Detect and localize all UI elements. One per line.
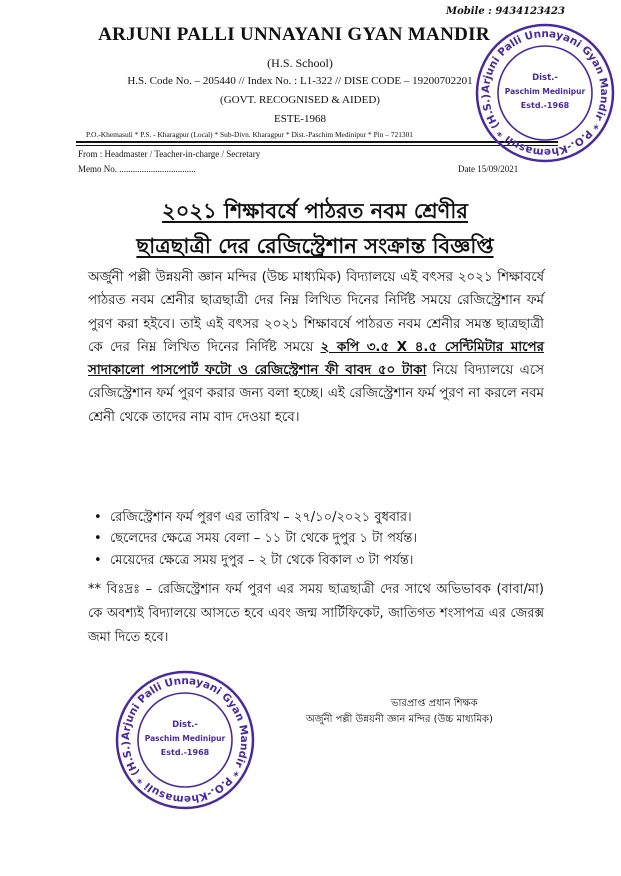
school-seal-bottom: [110, 665, 260, 815]
seal-top-dist-name: Paschim Medinipur: [504, 87, 586, 96]
notice-body-part1: অর্জুনী পল্লী উন্নয়নী জ্ঞান মন্দির (উচ্চ মাধ্যমিক) বিদ্যালয়ে এই বৎসর ২০২১ শিক্ষাবর্ষে পাঠরত নবম শ্রেনীর ছাত্রছাত্রী দের নিম্ন লিখিত দিনের নির্দিষ্ট সময়ে রেজিস্ট্রেশান ফর্ম পুরণ করা হইবে। তাই এই বৎসর ২০২১ শিক্ষাবর্ষে পাঠরত নবম শ্রেনীর সমস্ত ছাত্রছাত্রী কে দের নিম্ন লিখিত দিনের নির্দিষ্ট সময়ে: [88, 270, 544, 355]
signatory-designation: ভারপ্রাপ্ত প্রধান শিক্ষক: [391, 698, 478, 709]
list-item: • রেজিস্ট্রেশান ফর্ম পুরণ এর তারিখ – ২৭/১০/২০২১ বুধবার।: [94, 510, 412, 525]
bullet-girls-time: মেয়েদের ক্ষেত্রে সময় দুপুর – ২ টা থেকে বিকাল ৩ টা পর্যন্ত।: [110, 553, 414, 568]
from-line: From : Headmaster / Teacher-in-charge / Secretary: [78, 149, 261, 159]
seal-bottom-estd: Estd.-1968: [160, 748, 210, 757]
memo-number: Memo No. ..................................: [78, 164, 196, 174]
bullet-boys-time: ছেলেদের ক্ষেত্রে সময় বেলা – ১১ টা থেকে দুপুর ১ টা পর্যন্ত।: [110, 531, 417, 546]
seal-top-estd: Estd.-1968: [520, 101, 570, 110]
list-item: • ছেলেদের ক্ষেত্রে সময় বেলা – ১১ টা থেকে দুপুর ১ টা পর্যন্ত।: [94, 531, 417, 546]
seal-bottom-dist-label: Dist.-: [172, 720, 198, 730]
recognition-status: (GOVT. RECOGNISED & AIDED): [220, 94, 380, 106]
mobile-number: Mobile : 9434123423: [446, 6, 565, 17]
notice-title-line2: ছাত্রছাত্রী দের রেজিস্ট্রেশান সংক্রান্ত বিজ্ঞপ্তি: [136, 234, 494, 258]
notice-body: [88, 266, 544, 429]
school-seal-top: [470, 18, 620, 168]
list-item: • মেয়েদের ক্ষেত্রে সময় দুপুর – ২ টা থেকে বিকাল ৩ টা পর্যন্ত।: [94, 553, 414, 568]
seal-bottom-ring-text: Arjuni Palli Unnayani Gyan Mandir * P.O.-Khemasuli * (H.S.): [119, 674, 251, 806]
notice-body-part2: নিয়ে বিদ্যালয়ে এসে রেজিস্ট্রেশান ফর্ম পুরণ করার জন্য বলা হচ্ছে। এই রেজিস্ট্রেশান ফর্ম পুরণ না করলে নবম শ্রেনী থেকে তাদের নাম বাদ দেওয়া হবে।: [88, 363, 544, 425]
letter-date: Date 15/09/2021: [458, 164, 519, 174]
seal-bottom-dist-name: Paschim Medinipur: [144, 734, 226, 743]
bullet-registration-date: রেজিস্ট্রেশান ফর্ম পুরণ এর তারিখ – ২৭/১০/২০২১ বুধবার।: [110, 510, 412, 525]
established-year: ESTE-1968: [274, 113, 326, 125]
school-name: ARJUNI PALLI UNNAYANI GYAN MANDIR: [98, 24, 490, 45]
school-codes: H.S. Code No. – 205440 // Index No. : L1-322 // DISE CODE – 19200702201: [127, 75, 473, 87]
seal-top-ring-text: Arjuni Palli Unnayani Gyan Mandir * P.O.-Khemasuli * (H.S.): [479, 27, 611, 159]
special-note: ** বিঃদ্রঃ – রেজিস্ট্রেশান ফর্ম পুরণ এর সময় ছাত্রছাত্রী দের সাথে অভিভাবক (বাবা/মা) কে অবশ্যই বিদ্যালয়ে আসতে হবে এবং জন্ম সার্টিফিকেট, জাতিগত শংসাপত্র এর জেরক্স জমা দিতে হবে।: [88, 582, 544, 645]
school-address: P.O.-Khemasuli * P.S. - Kharagpur (Local) * Sub-Divn. Kharagpur * Dist.-Paschim Medinipur * Pin – 721301: [86, 130, 413, 139]
seal-top-dist-label: Dist.-: [532, 73, 558, 83]
school-type: (H.S. School): [267, 56, 333, 70]
notice-title-line1: ২০২১ শিক্ষাবর্ষে পাঠরত নবম শ্রেণীর: [162, 199, 468, 223]
notice-body-requirements: ২ কপি ৩.৫ X ৪.৫ সেন্টিমিটার মাপের সাদাকালো পাসপোর্ট ফটো ও রেজিস্ট্রেশান ফী বাবদ ৫০ টাকা: [88, 339, 544, 379]
signatory-school: অর্জুনী পল্লী উন্নয়নী জ্ঞান মন্দির (উচ্চ মাধ্যমিক): [306, 714, 493, 725]
